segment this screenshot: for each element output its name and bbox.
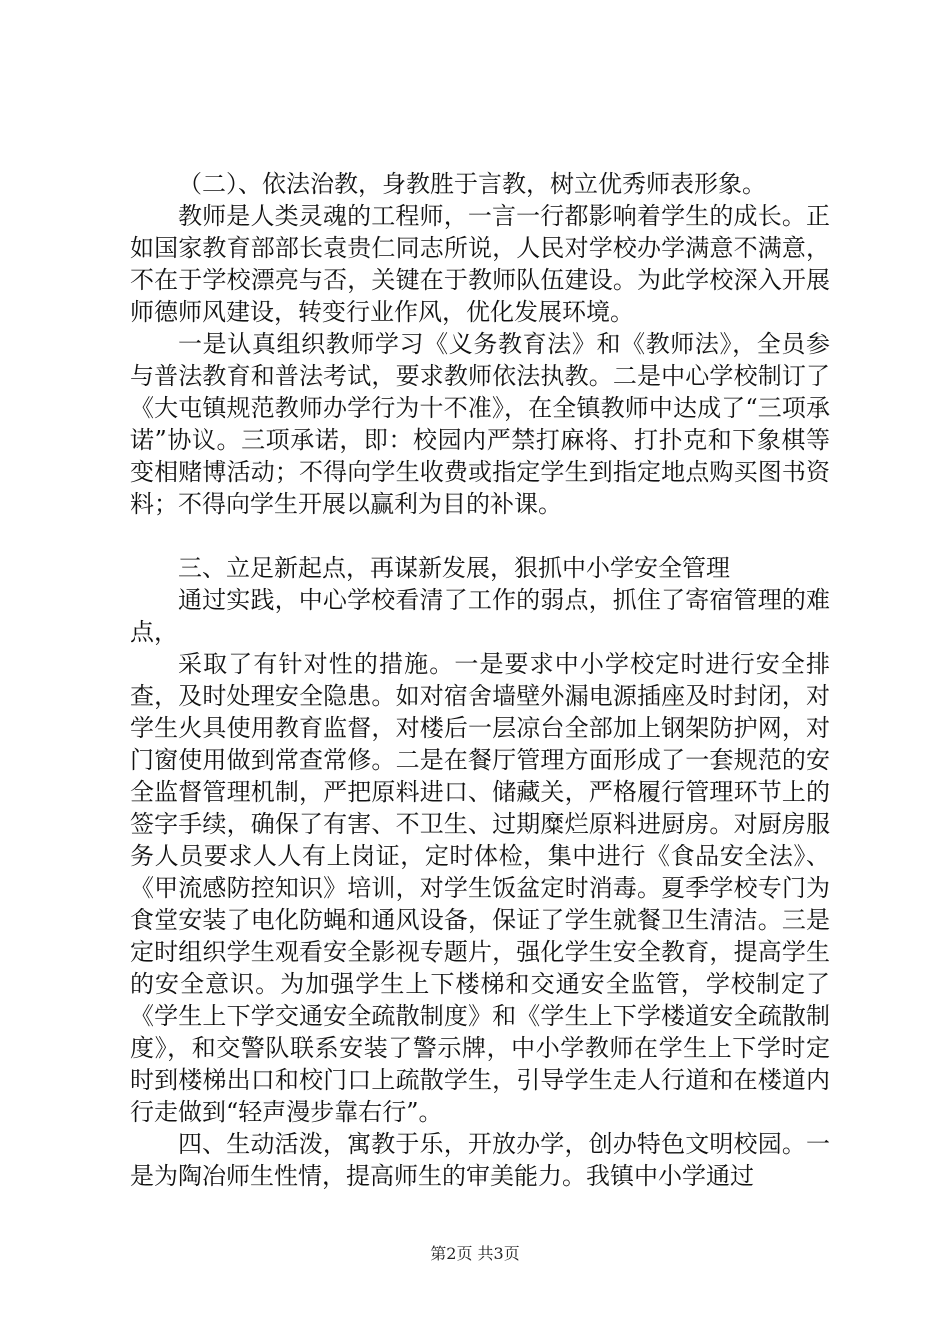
paragraph-section-heading-4: 四、生动活泼，寓教于乐，开放办学，创办特色文明校园。一是为陶冶师生性情，提高师生的审美能力。我镇中小学通过 <box>130 1130 830 1190</box>
page-footer: 第2页 共3页 <box>430 1244 520 1263</box>
paragraph-teacher-intro: 教师是人类灵魂的工程师，一言一行都影响着学生的成长。正如国家教育部部长袁贵仁同志所说，人民对学校办学满意不满意，不在于学校漂亮与否，关键在于教师队伍建设。为此学校深入开展师德师风建设，转变行业作风，优化发展环境。 <box>130 202 830 326</box>
paragraph-section-heading-2: （二）、依法治教，身教胜于言教，树立优秀师表形象。 <box>178 170 766 198</box>
paragraph-section-heading-3: 三、立足新起点，再谋新发展，狠抓中小学安全管理 <box>178 554 730 582</box>
paragraph-safety-measures: 采取了有针对性的措施。一是要求中小学校定时进行安全排查，及时处理安全隐患。如对宿舍墙壁外漏电源插座及时封闭，对学生火具使用教育监督，对楼后一层凉台全部加上钢架防护网，对门窗使用做到常查常修。二是在餐厅管理方面形成了一套规范的安全监督管理机制，严把原料进口、储藏关，严格履行管理环节上的签字手续，确保了有害、不卫生、过期糜烂原料进厨房。对厨房服务人员要求人人有上岗证，定时体检，集中进行《食品安全法》、《甲流感防控知识》培训，对学生饭盆定时消毒。夏季学校专门为食堂安装了电化防蝇和通风设备，保证了学生就餐卫生清洁。三是定时组织学生观看安全影视专题片，强化学生安全教育，提高学生的安全意识。为加强学生上下楼梯和交通安全监管，学校制定了《学生上下学交通安全疏散制度》和《学生上下学楼道安全疏散制度》，和交警队联系安装了警示牌，中小学教师在学生上下学时定时到楼梯出口和校门口上疏散学生，引导学生走人行道和在楼道内行走做到“轻声漫步靠右行”。 <box>130 650 830 1126</box>
paragraph-legal-study: 一是认真组织教师学习《义务教育法》和《教师法》，全员参与普法教育和普法考试，要求教师依法执教。二是中心学校制订了《大屯镇规范教师办学行为十不准》，在全镇教师中达成了“三项承诺”协议。三项承诺，即：校园内严禁打麻将、打扑克和下象棋等变相赌博活动；不得向学生收费或指定学生到指定地点购买图书资料；不得向学生开展以赢利为目的补课。 <box>130 330 830 518</box>
paragraph-practice: 通过实践，中心学校看清了工作的弱点，抓住了寄宿管理的难点， <box>130 586 830 646</box>
document-body <box>130 168 830 1192</box>
